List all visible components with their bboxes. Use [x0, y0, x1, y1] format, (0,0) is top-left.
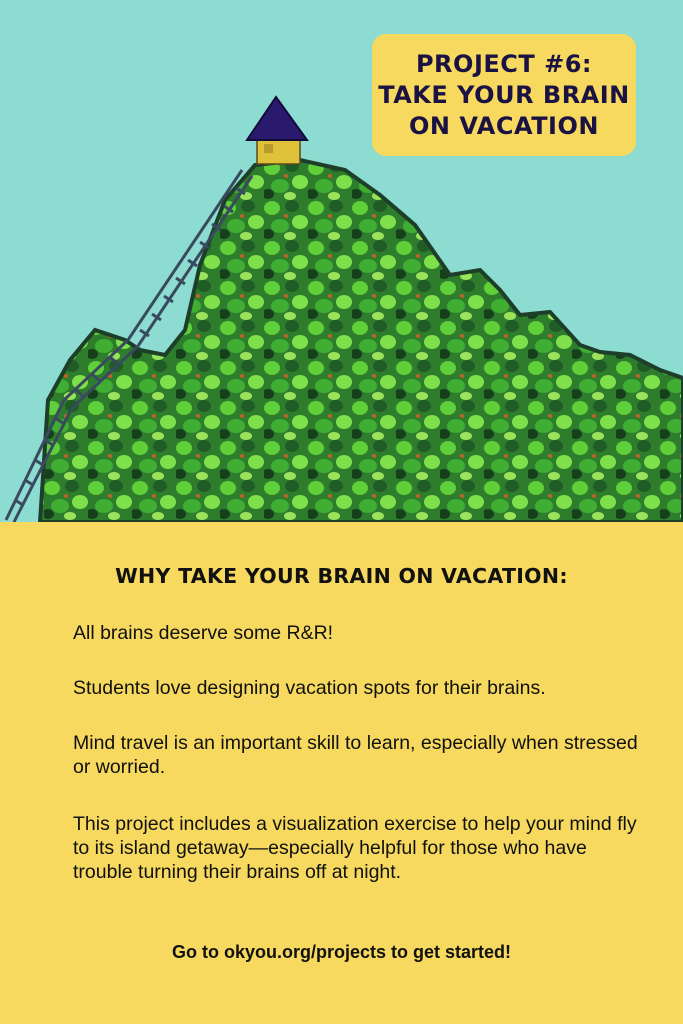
info-panel: [0, 522, 683, 1024]
cta-link-text[interactable]: Go to okyou.org/projects to get started!: [171, 942, 512, 962]
house-icon: [247, 97, 307, 164]
section-heading: WHY TAKE YOUR BRAIN ON VACATION:: [115, 564, 568, 588]
project-title-line-3: ON VACATION: [409, 111, 599, 140]
paragraph-1: All brains deserve some R&R!: [73, 622, 334, 644]
project-title-card: [372, 34, 636, 156]
paragraph-2: Students love designing vacation spots for their brains.: [73, 677, 546, 699]
mountain-shape: [40, 160, 683, 522]
paragraph-4: This project includes a visualization exercise to help your mind fly to its island getaway—especially helpful for those who have trouble turning their brains off at night.: [73, 813, 637, 883]
paragraph-3: Mind travel is an important skill to learn, especially when stressed or worried.: [73, 732, 638, 778]
project-title-line-1: PROJECT #6:: [415, 49, 593, 78]
project-title-line-2: TAKE YOUR BRAIN: [378, 80, 630, 109]
